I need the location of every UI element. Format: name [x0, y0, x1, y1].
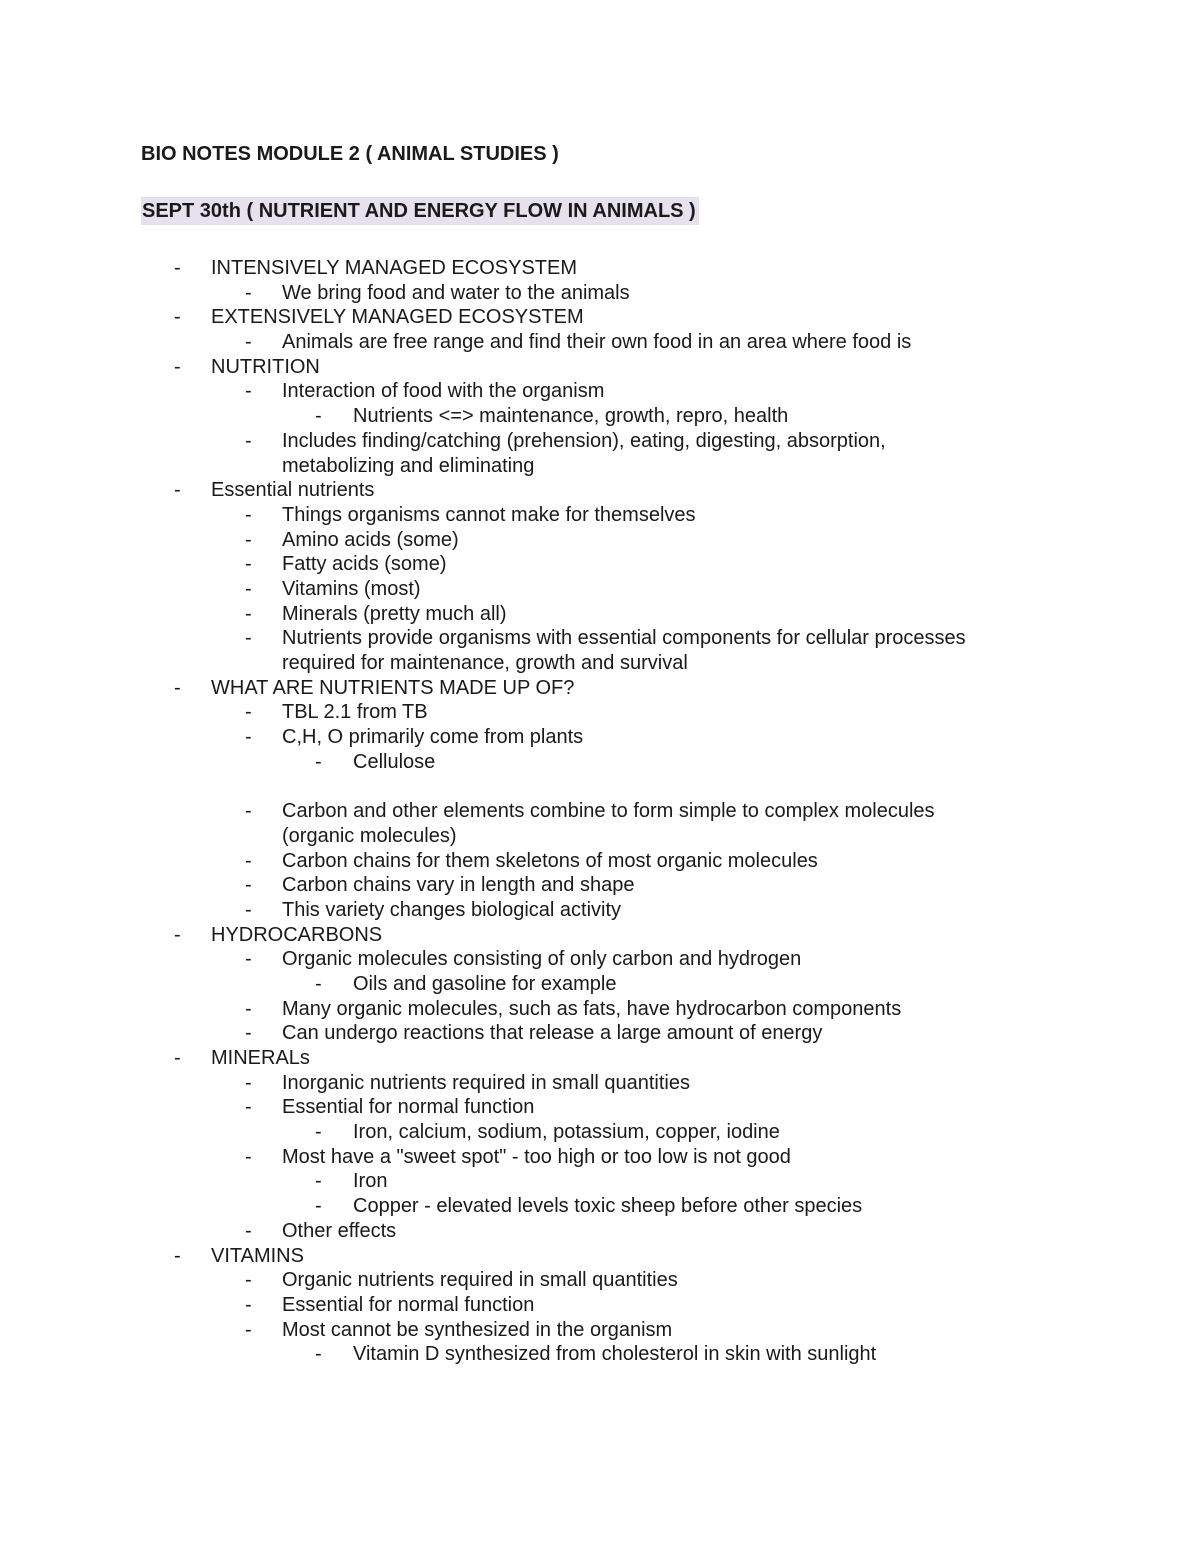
bullet-dash: - — [245, 898, 252, 921]
list-item — [0, 1244, 1200, 1269]
list-item-text: Nutrients provide organisms with essential components for cellular processes — [282, 627, 966, 650]
list-item-continuation — [0, 454, 1200, 479]
bullet-dash: - — [245, 1145, 252, 1168]
list-item — [0, 429, 1200, 454]
list-item-text: Organic nutrients required in small quantities — [282, 1269, 678, 1292]
bullet-dash: - — [245, 503, 252, 526]
list-item-text: WHAT ARE NUTRIENTS MADE UP OF? — [211, 676, 575, 699]
list-item-continuation — [0, 651, 1200, 676]
list-item-text: VITAMINS — [211, 1244, 304, 1267]
list-item — [0, 602, 1200, 627]
list-item-text: Carbon chains vary in length and shape — [282, 874, 635, 897]
list-item — [0, 750, 1200, 775]
list-item-text: Minerals (pretty much all) — [282, 602, 507, 625]
list-item-text: NUTRITION — [211, 355, 320, 378]
list-item-text: Iron — [353, 1170, 388, 1193]
list-item — [0, 725, 1200, 750]
list-item — [0, 1219, 1200, 1244]
list-item-text: Inorganic nutrients required in small quantities — [282, 1071, 690, 1094]
list-item-text: Oils and gasoline for example — [353, 972, 617, 995]
list-item — [0, 355, 1200, 380]
bullet-dash: - — [245, 948, 252, 971]
bullet-dash: - — [245, 1269, 252, 1292]
list-item — [0, 972, 1200, 997]
list-item — [0, 1071, 1200, 1096]
list-item-text: Includes finding/catching (prehension), eating, digesting, absorption, — [282, 429, 886, 452]
list-item — [0, 552, 1200, 577]
list-item-continuation — [0, 824, 1200, 849]
list-item — [0, 1293, 1200, 1318]
bullet-dash: - — [245, 726, 252, 749]
list-item-text: EXTENSIVELY MANAGED ECOSYSTEM — [211, 306, 584, 329]
bullet-dash: - — [245, 1293, 252, 1316]
bullet-dash: - — [245, 577, 252, 600]
list-item-text: This variety changes biological activity — [282, 898, 622, 921]
blank-line — [0, 774, 1200, 799]
list-item — [0, 528, 1200, 553]
bullet-dash: - — [245, 1022, 252, 1045]
list-item — [0, 676, 1200, 701]
list-item — [0, 478, 1200, 503]
list-item-text: C,H, O primarily come from plants — [282, 726, 584, 749]
bullet-dash: - — [245, 1071, 252, 1094]
bullet-dash: - — [245, 874, 252, 897]
list-item-text: Nutrients <=> maintenance, growth, repro, health — [353, 405, 789, 428]
notes-list — [0, 256, 1200, 1367]
list-item-text: metabolizing and eliminating — [282, 454, 535, 477]
list-item — [0, 923, 1200, 948]
bullet-dash: - — [245, 701, 252, 724]
bullet-dash: - — [245, 1318, 252, 1341]
list-item — [0, 873, 1200, 898]
list-item-text: required for maintenance, growth and survival — [282, 652, 688, 674]
list-item — [0, 1194, 1200, 1219]
list-item — [0, 256, 1200, 281]
list-item-text: Iron, calcium, sodium, potassium, copper, iodine — [353, 1121, 780, 1144]
list-item — [0, 898, 1200, 923]
bullet-dash: - — [245, 1096, 252, 1119]
list-item-text: Vitamin D synthesized from cholesterol in skin with sunlight — [353, 1343, 877, 1366]
list-item-text: Essential nutrients — [211, 479, 375, 502]
bullet-dash: - — [315, 1195, 322, 1218]
list-item-text: Essential for normal function — [282, 1293, 535, 1316]
list-item — [0, 1342, 1200, 1367]
bullet-dash: - — [245, 429, 252, 452]
bullet-dash: - — [315, 1170, 322, 1193]
list-item — [0, 947, 1200, 972]
list-item-text: Other effects — [282, 1219, 397, 1242]
list-item — [0, 849, 1200, 874]
list-item-text: Vitamins (most) — [282, 577, 421, 600]
list-item-text: Things organisms cannot make for themselves — [282, 503, 696, 526]
list-item-text: Amino acids (some) — [282, 528, 459, 551]
list-item — [0, 1095, 1200, 1120]
list-item — [0, 1046, 1200, 1071]
list-item — [0, 404, 1200, 429]
list-item — [0, 700, 1200, 725]
list-item — [0, 330, 1200, 355]
bullet-dash: - — [245, 380, 252, 403]
bullet-dash: - — [315, 1343, 322, 1366]
date-heading: SEPT 30th ( NUTRIENT AND ENERGY FLOW IN ANIMALS ) — [141, 197, 699, 225]
bullet-dash: - — [245, 849, 252, 872]
bullet-dash: - — [315, 972, 322, 995]
bullet-dash: - — [174, 479, 181, 502]
list-item — [0, 1169, 1200, 1194]
list-item-text: Carbon chains for them skeletons of most organic molecules — [282, 849, 818, 872]
list-item-text: Organic molecules consisting of only carbon and hydrogen — [282, 948, 802, 971]
document-title: BIO NOTES MODULE 2 ( ANIMAL STUDIES ) — [141, 143, 559, 165]
list-item-text: Many organic molecules, such as fats, have hydrocarbon components — [282, 997, 902, 1020]
list-item-text: (organic molecules) — [282, 824, 457, 847]
list-item-text: TBL 2.1 from TB — [282, 701, 428, 724]
bullet-dash: - — [245, 800, 252, 823]
bullet-dash: - — [245, 997, 252, 1020]
bullet-dash: - — [245, 553, 252, 576]
list-item-text: INTENSIVELY MANAGED ECOSYSTEM — [211, 257, 578, 279]
list-item-text: Carbon and other elements combine to form simple to complex molecules — [282, 800, 935, 823]
list-item-text: Can undergo reactions that release a large amount of energy — [282, 1022, 823, 1045]
bullet-dash: - — [245, 627, 252, 650]
list-item-text: Cellulose — [353, 750, 436, 773]
list-item — [0, 1021, 1200, 1046]
list-item — [0, 281, 1200, 306]
list-item-text: MINERALs — [211, 1047, 310, 1069]
list-item — [0, 305, 1200, 330]
list-item — [0, 503, 1200, 528]
list-item — [0, 1145, 1200, 1170]
bullet-dash: - — [315, 750, 322, 773]
list-item — [0, 1120, 1200, 1145]
bullet-dash: - — [174, 1047, 181, 1069]
bullet-dash: - — [174, 676, 181, 699]
list-item-text: Fatty acids (some) — [282, 553, 447, 576]
list-item — [0, 799, 1200, 824]
list-item-text: Interaction of food with the organism — [282, 380, 605, 403]
bullet-dash: - — [245, 602, 252, 625]
list-item-text: Most have a "sweet spot" - too high or too low is not good — [282, 1145, 791, 1168]
list-item-text: Animals are free range and find their own food in an area where food is — [282, 331, 912, 354]
list-item-text: We bring food and water to the animals — [282, 281, 630, 304]
list-item — [0, 1268, 1200, 1293]
list-item — [0, 379, 1200, 404]
list-item — [0, 626, 1200, 651]
bullet-dash: - — [174, 923, 181, 946]
bullet-dash: - — [245, 331, 252, 354]
list-item-text: HYDROCARBONS — [211, 923, 383, 946]
bullet-dash: - — [245, 1219, 252, 1242]
bullet-dash: - — [245, 528, 252, 551]
list-item — [0, 577, 1200, 602]
list-item — [0, 1318, 1200, 1343]
bullet-dash: - — [174, 257, 181, 279]
bullet-dash: - — [315, 1121, 322, 1144]
list-item — [0, 997, 1200, 1022]
bullet-dash: - — [174, 355, 181, 378]
bullet-dash: - — [245, 281, 252, 304]
bullet-dash: - — [174, 306, 181, 329]
bullet-dash: - — [174, 1244, 181, 1267]
list-item-text: Copper - elevated levels toxic sheep before other species — [353, 1195, 863, 1218]
list-item-text: Essential for normal function — [282, 1096, 535, 1119]
bullet-dash: - — [315, 405, 322, 428]
list-item-text: Most cannot be synthesized in the organism — [282, 1318, 673, 1341]
